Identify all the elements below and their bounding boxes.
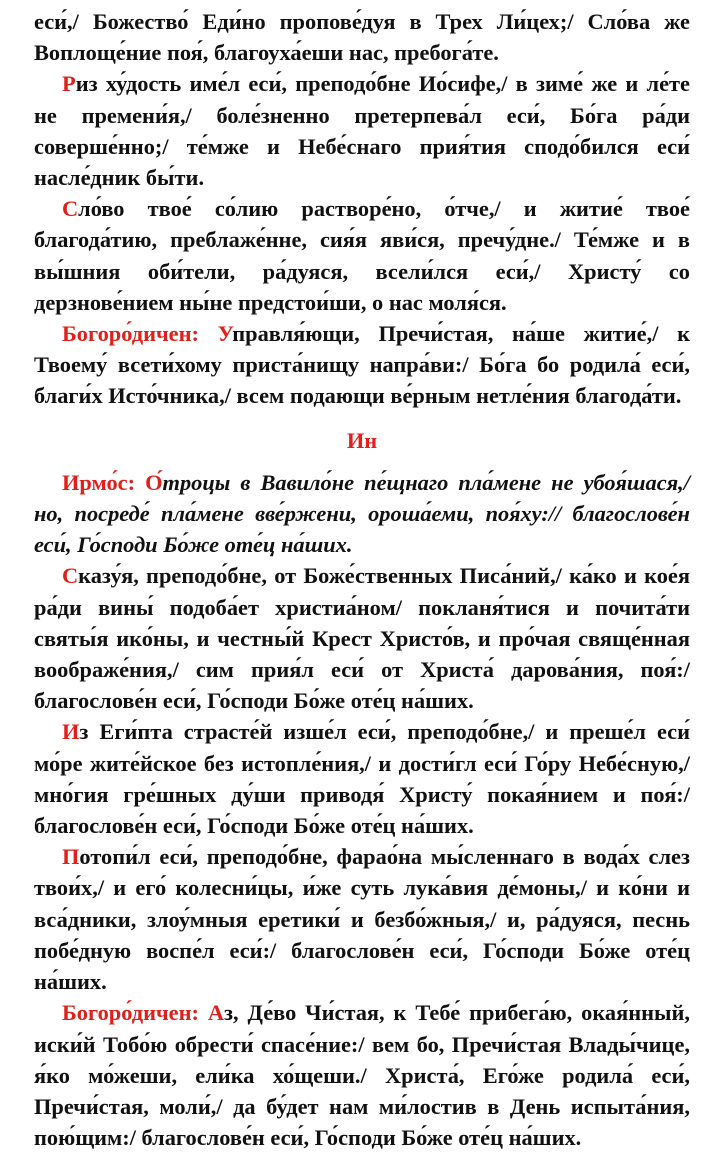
- troparion-paragraph: [34, 193, 690, 318]
- paragraph-text: правля́ющи, Пречи́стая, на́ше житие́,/ к Твоему́ всети́хому приста́нищу напра́ви:/ Бо́га бо родила́ еси́, благи́х Исто́чника,/ всем подающи ве́рным нетле́ния благода́ти.: [34, 321, 690, 409]
- paragraph-continuation: [34, 6, 690, 68]
- troparion-paragraph: [34, 716, 690, 841]
- theotokion-paragraph: [34, 318, 690, 412]
- paragraph-text: казу́я, преподо́бне, от Боже́ственных Писа́ний,/ ка́ко и кое́я ра́ди вины́ подоба́ет христиа́ном/ покланя́тися и почита́ти святы́я ико́ны, и честны́й Крест Христо́в, и про́чая свяще́нная воображе́ния,/ сим прия́л еси́ от Христа́ дарова́ния, поя́:/ благослове́н еси́, Го́споди Бо́же оте́ц на́ших.: [34, 563, 690, 714]
- theotokion-label: Богоро́дичен: У: [62, 321, 233, 347]
- theotokion-label: Богоро́дичен: А: [62, 1000, 225, 1026]
- drop-letter: С: [62, 196, 79, 222]
- drop-letter: П: [62, 844, 80, 870]
- paragraph-text: из ху́дость име́л еси́, преподо́бне Ио́сифе,/ в зиме́ же и ле́те не премени́я,/ боле́зненно претерпева́л еси́, Бо́га ра́ди соверше́нно;/ те́мже и Небе́снаго прия́тия сподо́бился еси́ насле́дник бы́ти.: [34, 71, 690, 191]
- irmos-text: троцы в Вавило́не пе́щнаго пла́мене не убоя́шася,/ но, посреде́ пла́мене вве́ржени, ороша́еми, поя́ху:// благослове́н еси́, Го́споди Бо́же оте́ц на́ших.: [34, 469, 690, 558]
- irmos-paragraph: [34, 467, 690, 561]
- troparion-paragraph: [34, 841, 690, 997]
- drop-letter: Р: [62, 71, 76, 97]
- paragraph-text: з Еги́пта страсте́й изше́л еси́, преподо́бне,/ и преше́л еси́ мо́ре жите́йское без истопле́ния,/ и дости́гл еси́ Го́ру Небе́сную,/ мно́гия гре́шных ду́ши приводя́ Христу́ покая́нием и поя́:/ благослове́н еси́, Го́споди Бо́же оте́ц на́ших.: [34, 719, 690, 839]
- drop-letter: С: [62, 563, 79, 589]
- paragraph-text: з, Де́во Чи́стая, к Тебе́ прибега́ю, окая́нный, иски́й Тобо́ю обрести́ спасе́ние:/ вем бо, Пречи́стая Влады́чице, я́ко мо́жеши, ели́ка хо́щеши./ Христа́, Его́же родила́ еси́, Пречи́стая, моли́,/ да бу́дет нам ми́лостив в День испыта́ния, пою́щим:/ благослове́н еси́, Го́споди Бо́же оте́ц на́ших.: [34, 1000, 690, 1151]
- paragraph-text: еси́,/ Божество́ Еди́но пропове́дуя в Трех Ли́цех;/ Сло́ва же Воплоще́ние поя́, благоуха́еши нас, пребога́те.: [34, 9, 690, 66]
- liturgical-text-page: [34, 6, 690, 1153]
- drop-letter: И: [62, 719, 80, 745]
- ode-heading: Ин: [346, 427, 378, 453]
- troparion-paragraph: [34, 68, 690, 193]
- irmos-label: Ирмо́с: О́: [62, 469, 163, 495]
- theotokion-paragraph: [34, 997, 690, 1153]
- troparion-paragraph: [34, 560, 690, 716]
- paragraph-text: ло́во твое́ со́лию растворе́но, о́тче,/ и житие́ твое́ благода́тию, преблаже́нне, сия́я яви́ся, пречу́дне./ Те́мже и в вы́шния оби́тели, ра́дуяся, всели́лся еси́,/ Христу́ со дерзнове́нием ны́не предстои́ши, о нас моля́ся.: [34, 196, 690, 315]
- paragraph-text: отопи́л еси́, преподо́бне, фарао́на мы́сленнаго в вода́х слез твои́х,/ и его́ колесни́цы, и́же суть лука́вия де́моны,/ и ко́ни и вса́дники, злоу́мныя еретики́ и безбо́жныя,/ и, ра́дуяся, песнь побе́дную воспе́л еси́:/ благослове́н еси́, Го́споди Бо́же оте́ц на́ших.: [34, 844, 690, 995]
